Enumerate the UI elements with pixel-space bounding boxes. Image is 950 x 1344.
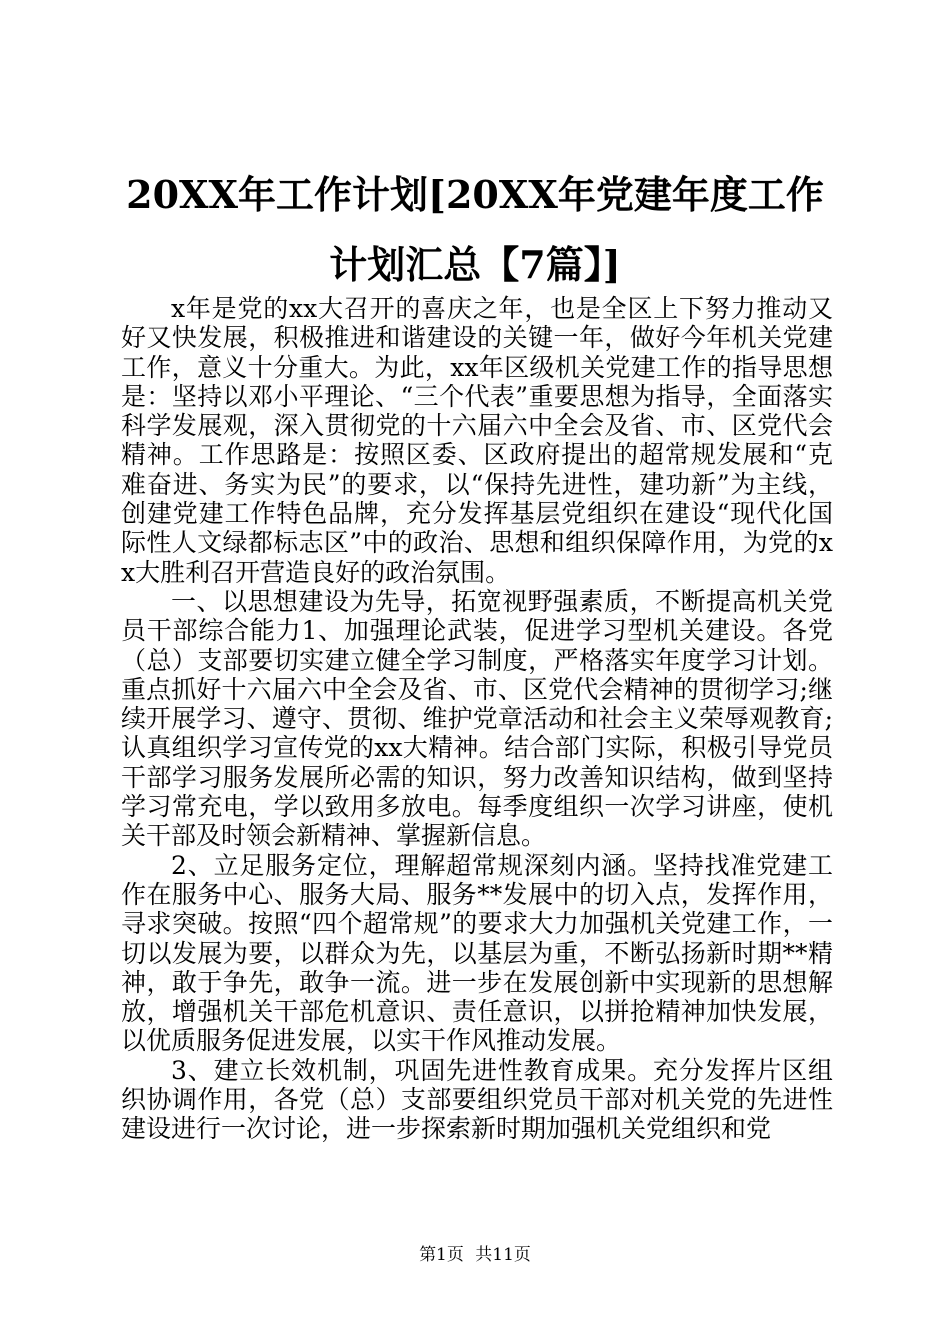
document-title: 20XX年工作计划[20XX年党建年度工作计划汇总【7篇】] — [126, 172, 824, 287]
page-footer — [0, 1243, 950, 1267]
paragraph-4: 3、建立长效机制，巩固先进性教育成果。充分发挥片区组织协调作用，各党（总）支部要组织党员干部对机关党的先进性建设进行一次讨论，进一步探索新时期加强机关党组织和党 — [121, 1055, 833, 1144]
paragraph-1: x年是党的xx大召开的喜庆之年，也是全区上下努力推动又好又快发展，积极推进和谐建设的关键一年，做好今年机关党建工作，意义十分重大。为此，xx年区级机关党建工作的指导思想是：坚持以邓小平理论、“三个代表”重要思想为指导，全面落实科学发展观，深入贯彻党的十六届六中全会及省、市、区党代会精神。工作思路是：按照区委、区政府提出的超常规发展和“克难奋进、务实为民”的要求，以“保持先进性，建功新”为主线，创建党建工作特色品牌，充分发挥基层党组织在建设“现代化国际性人文绿都标志区”中的政治、思想和组织保障作用，为党的xx大胜利召开营造良好的政治氛围。 — [121, 294, 833, 587]
document-body — [121, 294, 833, 1144]
page-total: 共11页 — [475, 1245, 531, 1265]
page-number: 第1页 — [419, 1245, 464, 1265]
paragraph-3: 2、立足服务定位，理解超常规深刻内涵。坚持找准党建工作在服务中心、服务大局、服务**发展中的切入点，发挥作用，寻求突破。按照“四个超常规”的要求大力加强机关党建工作，一切以发展为要，以群众为先，以基层为重，不断弘扬新时期**精神，敢于争先，敢争一流。进一步在发展创新中实现新的思想解放，增强机关干部危机意识、责任意识，以拼抢精神加快发展，以优质服务促进发展，以实干作风推动发展。 — [121, 850, 833, 1056]
paragraph-2: 一、以思想建设为先导，拓宽视野强素质，不断提高机关党员干部综合能力1、加强理论武装，促进学习型机关建设。各党（总）支部要切实建立健全学习制度，严格落实年度学习计划。重点抓好十六届六中全会及省、市、区党代会精神的贯彻学习;继续开展学习、遵守、贯彻、维护党章活动和社会主义荣辱观教育;认真组织学习宣传党的xx大精神。结合部门实际，积极引导党员干部学习服务发展所必需的知识，努力改善知识结构，做到坚持学习常充电，学以致用多放电。每季度组织一次学习讲座，使机关干部及时领会新精神、掌握新信息。 — [121, 586, 833, 851]
